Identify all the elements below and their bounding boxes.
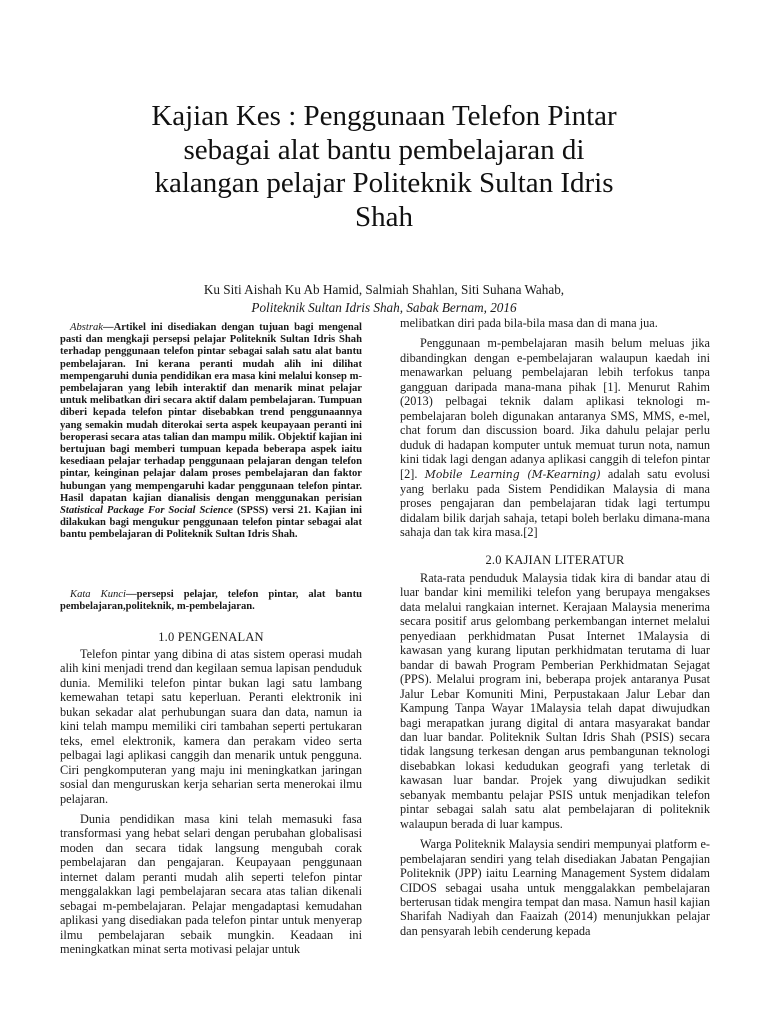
abstract-block (60, 322, 362, 542)
p3-text-a: Penggunaan m-pembelajaran masih belum meluas jika dibandingkan dengan e-pembelajaran walaupun kaedah ini menawarkan peluang pembelajaran lebih terfokus tanpa gangguan daripada mana-mana pihak [1]. Menurut Rahim (2013) pelbagai teknik dalam aplikasi teknologi m-pembelajaran boleh digunakan antaranya SMS, MMS, e-mel, chat forum dan discussion board. Jika dahulu pelajar perlu duduk di hadapan komputer untuk memuat turun nota, namun kini tidak lagi dengan adanya aplikasi canggih di telefon pintar [2]. (400, 336, 710, 481)
keywords-block (60, 589, 362, 613)
abstract-software: Statistical Package For Social Science (60, 505, 233, 517)
abstract-label: Abstrak (70, 322, 103, 333)
pengenalan-paragraph-2: Dunia pendidikan masa kini telah memasuki fasa transformasi yang hebat selari dengan perubahan globalisasi moden dan secara tidak langsung mengubah corak pembelajaran dan pengajaran. Keupayaan penggunaan internet dalam peranti mudah alih seperti telefon pintar menggalakkan lagi pembelajaran secara atas talian dikenali sebagai m-pembelajaran. Pelajar mengadaptasi kemudahan aplikasi yang disediakan pada telefon pintar untuk menyerap ilmu pembelajaran sebaik mungkin. Keadaan ini meningkatkan minat serta motivasi pelajar untuk (60, 811, 362, 957)
section-heading-kajian-literatur: 2.0 KAJIAN LITERATUR (485, 553, 625, 567)
abstract-text-b: (SPSS) versi 21. Kajian ini dilakukan bagi mengukur penggunaan telefon pintar sebagai alat bantu pembelajaran di Politeknik Sultan Idris Shah. (60, 505, 362, 541)
abstract-text-a: —Artikel ini disediakan dengan tujuan bagi mengenal pasti dan mengkaji persepsi pelajar Politeknik Sultan Idris Shah terhadap penggunaan telefon pintar sebagai salah satu alat bantu pembelajaran. Ini kerana peranti mudah alih ini dilihat mempengaruhi dunia pendidikan era masa kini melalui konsep m-pembelajaran yang lebih interaktif dan menarik minat pelajar untuk melibatkan diri secara aktif dalam pembelajaran. Tumpuan diberi kepada telefon pintar disebabkan trend penggunaannya yang semakin mudah diterokai serta aspek keupayaan peranti ini beroperasi secara atas talian dan mampu milik. Objektif kajian ini bertujuan bagi memberi tumpuan kepada beberapa aspek iaitu kesediaan pelajar terhadap penggunaan pelajaran dengan telefon pintar, keinginan pelajar dalam proses pembelajaran dan faktor hubungan yang mempengaruhi kadar penggunaan telefon pintar. Hasil dapatan kajian dianalisis dengan menggunakan perisian (60, 322, 362, 504)
abstract-paragraph (60, 322, 362, 542)
keywords-paragraph (60, 589, 362, 613)
pengenalan-paragraph-3 (400, 336, 710, 539)
literatur-paragraph-1: Rata-rata penduduk Malaysia tidak kira di bandar atau di luar bandar kini memiliki telefon yang berupaya mengakses data melalui rangkaian internet. Kerajaan Malaysia menerima secara positif arus gelombang perkembangan internet melalui penyediaan perkhidmatan Pusat Internet 1Malaysia di kawasan yang kurang liputan perkhidmatan terutama di luar bandar di bawah Program Pemberian Perkhidmatan Sejagat (PPS). Melalui program ini, beberapa projek antaranya Pusat Jalur Lebar Komuniti Mini, Perpustakaan Jalur Lebar dan Kampung Tanpa Wayar 1Malaysia telah dapat diwujudkan bagi merapatkan jurang digital di antara masyarakat bandar dan luar bandar. Politeknik Sultan Idris Shah (PSIS) secara tidak langsung terkesan dengan arus pembangunan teknologi disebabkan lokasi kedudukan geografi yang terletak di kawasan luar bandar. Projek yang diwujudkan sedikit sebanyak membantu pelajar PSIS untuk menjadikan telefon pintar sebagai salah satu alat pembelajaran di politeknik walaupun berada di luar kampus. (400, 571, 710, 831)
pengenalan-paragraph-2-continued: melibatkan diri pada bila-bila masa dan di mana jua. (400, 316, 658, 330)
pengenalan-body (60, 647, 362, 957)
kajian-literatur-body (400, 571, 710, 938)
affiliation: Politeknik Sultan Idris Shah, Sabak Bernam, 2016 (251, 300, 517, 315)
section-heading-pengenalan: 1.0 PENGENALAN (158, 630, 264, 644)
p3-italic-term: Mobile Learning (M-Kearning) (424, 467, 601, 481)
keywords-label: Kata Kunci (70, 589, 126, 600)
keywords-text: —persepsi pelajar, telefon pintar, alat bantu pembelajaran,politeknik, m-pembelajaran. (60, 589, 362, 613)
p3-text-b: adalah satu evolusi yang berlaku pada Sistem Pendidikan Malaysia di mana proses pengajaran dan pembelajaran tidak lagi tertumpu didalam bilik darjah sahaja, tetapi boleh berlaku dimana-mana sahaja dan tak kira masa.[2] (400, 466, 710, 540)
author-list: Ku Siti Aishah Ku Ab Hamid, Salmiah Shahlan, Siti Suhana Wahab, (203, 282, 565, 297)
pengenalan-paragraph-1: Telefon pintar yang dibina di atas sistem operasi mudah alih kini menjadi trend dan kegilaan semua lapisan penduduk dunia. Memiliki telefon pintar bukan lagi satu lambang kemewahan tetapi satu keperluan. Peranti elektronik ini bukan sekadar alat perhubungan suara dan data, namun ia kini telah mampu memiliki ciri tambahan seperti pertukaran teks, emel elektronik, kamera dan perakam video serta pelbagai lagi aplikasi canggih dan menarik untuk pengguna. Ciri pengkomputeran yang maju ini meningkatkan jaringan sosial dan menguruskan kerja seharian serta menerokai ilmu pelajaran. (60, 647, 362, 806)
pengenalan-body-continued (400, 316, 710, 540)
literatur-paragraph-2: Warga Politeknik Malaysia sendiri mempunyai platform e-pembelajaran sendiri yang telah disediakan Jabatan Pengajian Politeknik (JPP) iaitu Learning Management System didalam CIDOS sebagai usaha untuk menggalakkan pembelajaran berterusan tidak mengira tempat dan masa. Namun hasil kajian Sharifah Nadiyah dan Faaizah (2014) menunjukkan pelajar dan pensyarah lebih cenderung kepada (400, 837, 710, 938)
paper-title: Kajian Kes : Penggunaan Telefon Pintar sebagai alat bantu pembelajaran di kalangan pelajar Politeknik Sultan Idris Shah (151, 100, 617, 233)
